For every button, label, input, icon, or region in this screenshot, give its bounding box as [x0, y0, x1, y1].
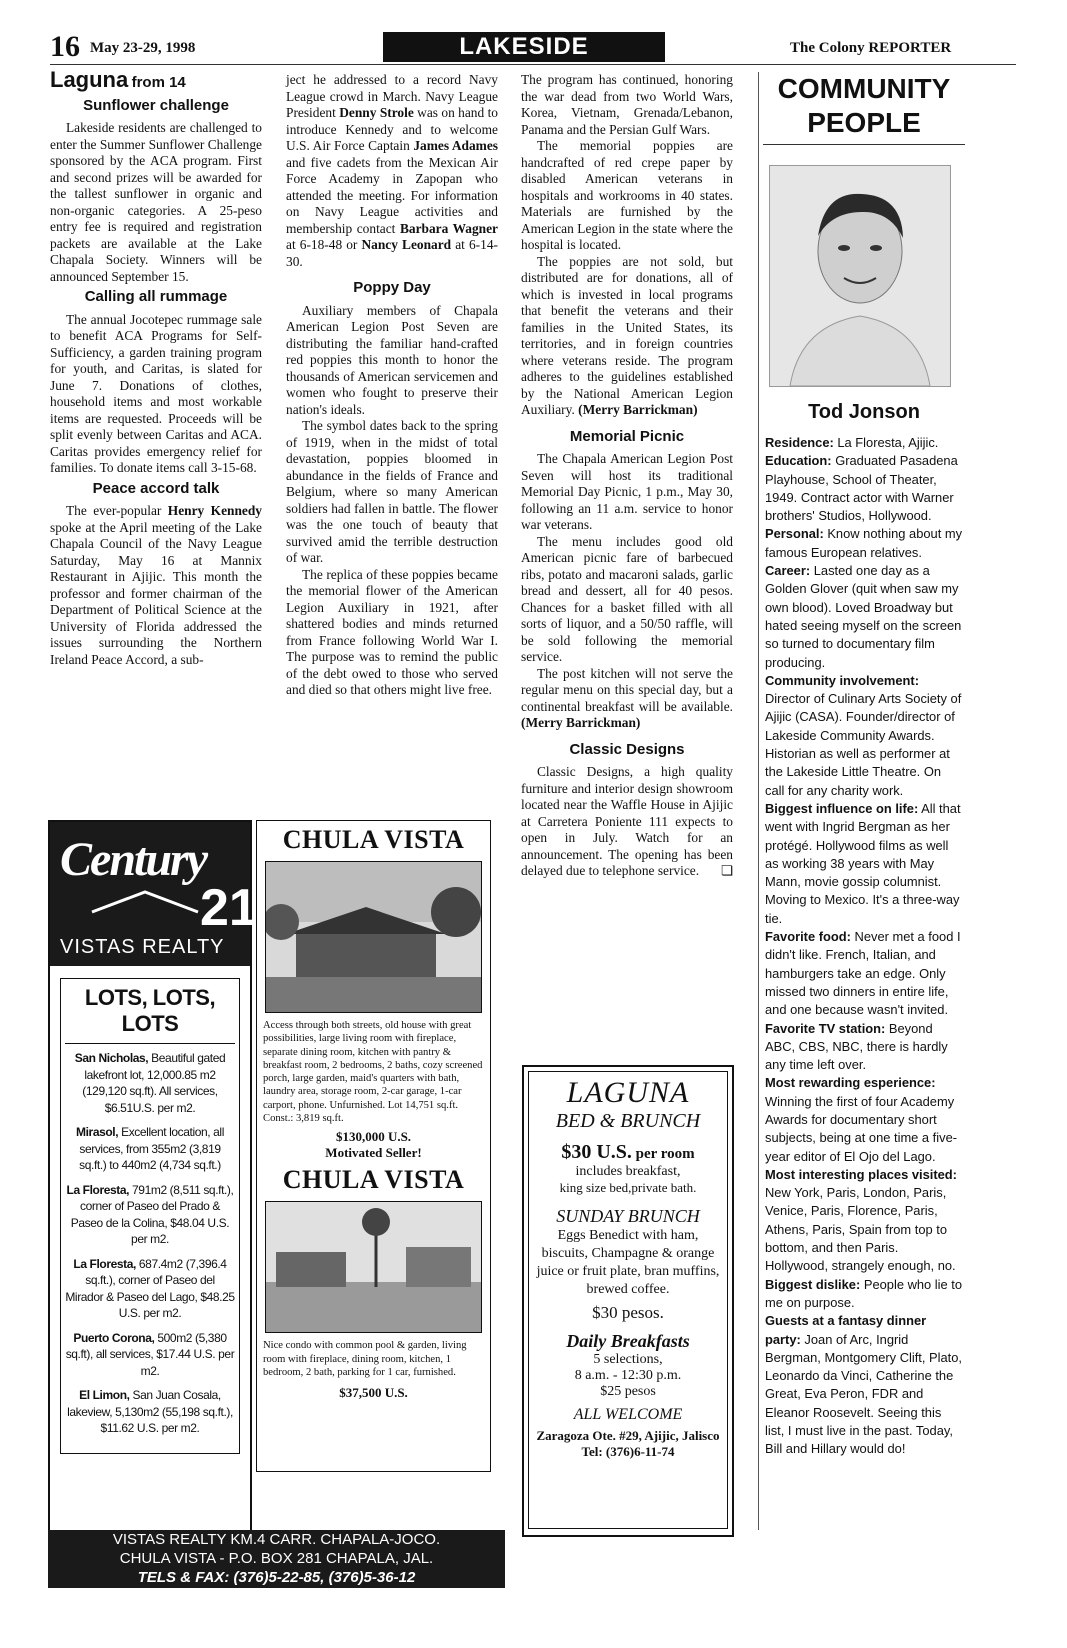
profile-label: Education: [765, 453, 832, 469]
paragraph-picnic-1: The Chapala American Legion Post Seven will host its traditional Memorial Day Picnic, 1 p.m., May 30, following an 11 a.m. service to honor war veterans. [521, 451, 733, 532]
paragraph-picnic-3 [521, 666, 733, 732]
end-mark-icon: ❏ [720, 863, 733, 878]
laguna-subtitle: BED & BRUNCH [555, 1110, 701, 1132]
portrait-photo [769, 165, 951, 387]
text: Classic Designs, a high quality furniture and interior design showroom located near the Waffle House in Ajijic at Carretera Poniente 111 expects to open in July. Watch for an announcement. The opening has been delayed due to telephone service. [521, 764, 733, 878]
lot-desc: Excellent location, all services, from 355m2 (3,819 sq.ft.) to 440m2 (4,734 sq.ft.) [79, 1125, 224, 1172]
person-name: Henry Kennedy [167, 503, 262, 518]
laguna-ad [522, 1065, 734, 1537]
profile-name: Tod Jonson [808, 401, 920, 423]
publication-name: The Colony REPORTER [790, 40, 952, 56]
realty-footer [48, 1530, 505, 1588]
lot-listing [65, 1387, 235, 1437]
condo-photo-image [266, 1202, 481, 1332]
profile-label: Favorite TV station: [765, 1020, 886, 1036]
text: spoke at the April meeting of the Lake Chapala Council of the Navy League Saturday, May 16 at Mannix Restaurant in Ajijic. This month the professor and former chairman of the Department of Political Science at the University of Florida addressed the issues surrounding the Northern Ireland Peace Accord, a sub- [50, 519, 262, 667]
subhead-rummage: Calling all rummage [84, 288, 228, 305]
house-photo-image [266, 862, 481, 1012]
profile-text: Winning the first of four Academy Awards for documentary short subjects, being at one time a five-year editor of El Ojo del Lago. [765, 1093, 958, 1164]
chula-vista-ad [256, 820, 491, 1472]
paragraph-poppy-3: The replica of these poppies became the memorial flower of the American Legion Auxiliary in 1921, after shattered bodies and minds returned from France following World War I. The purpose was to remind the public of the debt owed to those who served and died so that others might live free. [286, 566, 498, 697]
profile-text: Beyond ABC, CBS, NBC, there is hardly any time left over. [765, 1020, 948, 1073]
profile-item [765, 1166, 963, 1276]
profile-label: Personal: [765, 526, 824, 542]
profile-label: Community involvement: [765, 672, 919, 688]
condo-description: Nice condo with common pool & garden, living room with fireplace, dining room, kitchen, 1 bedroom, 2 bath, parking for 1 car, furnished. [263, 1340, 467, 1378]
breakfast-hours: 8 a.m. - 12:30 p.m. [574, 1368, 682, 1383]
text: at 6-18-48 or [286, 237, 362, 252]
text: The poppies are not sold, but distributed are for donations, all of which is invested in local programs that benefit the veterans and their families in the United States, its territories, and in foreign countries where veterans reside. The program adheres to the guidelines established by the National American Legion Auxiliary. [521, 253, 733, 417]
issue-date: May 23-29, 1998 [90, 40, 196, 56]
price-unit: per room [631, 1146, 695, 1162]
subhead-poppy: Poppy Day [353, 279, 431, 296]
paragraph-rummage: The annual Jocotepec rummage sale to benefit ACA Programs for Self-Sufficiency, a garden training program for youth, and Caritas, is slated for June 7. Donations of clothes, household items and most workable items are requested. Proceeds will be split evenly between Caritas and ACA. Caritas provides emergency relief for families. To donate items call 3-15-68. [50, 311, 262, 475]
footer-line-3: TELS & FAX: (376)5-22-85, (376)5-36-12 [137, 1569, 416, 1586]
byline: (Merry Barrickman) [578, 402, 698, 417]
daily-breakfasts: Daily Breakfasts [566, 1331, 690, 1351]
profile-label: Favorite food: [765, 929, 851, 945]
house-description: Access through both streets, old house with great possibilities, large living room with fireplace, separate dining room, kitchen with pantry & breakfast room, 2 bedrooms, 2 baths, cozy screened porch, large garden, maid's quarters with bath, laundry area, storage room, 2-car garage, 1-car carport, phone. Unfurnished. Lot 14,751 sq.ft. Const.: 3,819 sq.ft. [263, 1020, 483, 1125]
profile-text: Never met a food I didn't like. French, Italian, and hamburgers take an edge. Only missed two dinners in entire life, and one because wasn't invited. [765, 929, 961, 1018]
lot-listing [65, 1182, 235, 1248]
profile-item [765, 1312, 963, 1458]
profile-item [765, 434, 963, 452]
sunday-brunch: SUNDAY BRUNCH [556, 1206, 700, 1226]
paragraph-designs [521, 764, 733, 880]
profile-text: Know nothing about my famous European relatives. [765, 526, 963, 560]
profile-text: Lasted one day as a Golden Glover (quit when saw my own blood). Loved Broadway but hated seeing myself on the screen so turned to documentary film producing. [765, 563, 962, 670]
subhead-sunflower: Sunflower challenge [83, 96, 229, 114]
profile-label: Biggest dislike: [765, 1276, 861, 1292]
text: was on hand to introduce Kennedy and to welcome U.S. Air Force Captain [286, 105, 498, 153]
page-number: 16 [50, 30, 80, 63]
profile-label: Biggest influence on life: [765, 800, 919, 816]
profile-text: Director of Culinary Arts Society of Ajijic (CASA). Founder/director of Lakeside Community Awards. Historian as well as performer at the Lakeside Little Theatre. On call for any charity work. [765, 691, 962, 798]
house-roof-icon [90, 888, 200, 918]
column-2 [286, 72, 498, 699]
paragraph-peace [50, 503, 262, 668]
profile-item [765, 672, 963, 800]
house-price: $130,000 U.S. [335, 1129, 412, 1145]
subhead-picnic: Memorial Picnic [569, 427, 685, 445]
profile-item [765, 800, 963, 928]
includes-line: includes breakfast, [575, 1164, 681, 1179]
condo-photo [265, 1201, 482, 1333]
paragraph-poppy-2: The symbol dates back to the spring of 1919, when in the midst of total devastation, poppies bloomed in abundance in the fields of France and Belgium, where so many American soldiers had fallen in battle. The flower was the one touch of beauty that survived amid the terrible destruction of war. [286, 418, 498, 565]
paragraph-navy-league [286, 72, 498, 270]
profile-label: Career: [765, 563, 811, 579]
chula-vista-heading-2: CHULA VISTA [282, 1165, 465, 1195]
lot-listing [65, 1050, 235, 1116]
profile-item [765, 928, 963, 1019]
lot-desc: Beautiful gated lakefront lot, 12,000.85 m2 (129,120 sq.ft). All services, $6.51U.S. per m2. [82, 1051, 226, 1115]
profile-label: Most interesting places visited: [765, 1166, 957, 1182]
person-name: Barbara Wagner [399, 220, 498, 236]
text: and five cadets from the Mexican Air Force Academy in Zapopan who attended the meeting. For information on Navy League activities and membership contact [286, 154, 498, 236]
person-name: Nancy Leonard [361, 237, 452, 252]
lot-listing [65, 1124, 235, 1174]
footer-line-1: VISTAS REALTY KM.4 CARR. CHAPALA-JOCO. [112, 1531, 441, 1548]
paragraph-poppy-1: Auxiliary members of Chapala American Legion Post Seven are distributing the familiar hand-crafted red poppies this month to honor the thousands of American servicemen and women who fought to preserve their nation's ideals. [286, 302, 498, 417]
profile-details [759, 434, 969, 1459]
brunch-price: $30 pesos. [592, 1303, 664, 1322]
lot-name: El Limon, [79, 1388, 130, 1402]
lot-desc: 791m2 (8,511 sq.ft.), corner of Paseo del Prado & Paseo de la Colina, $48.04 U.S. per m2. [70, 1182, 234, 1246]
profile-item [765, 525, 963, 562]
chula-vista-heading: CHULA VISTA [282, 825, 465, 854]
footer-line-2: CHULA VISTA - P.O. BOX 281 CHAPALA, JAL. [119, 1550, 434, 1567]
lots-heading: LOTS, LOTS, LOTS [65, 983, 235, 1044]
person-name: Denny Strole [339, 105, 414, 120]
text: The ever-popular [66, 503, 168, 518]
community-people-column [758, 72, 969, 1530]
century21-logo: Century [60, 833, 207, 886]
lot-name: La Floresta, [73, 1256, 136, 1271]
lot-desc: San Juan Cosala, lakeview, 5,130m2 (55,198 sq.ft.), $11.62 U.S. per m2. [67, 1388, 233, 1435]
lot-name: San Nicholas, [74, 1051, 149, 1065]
paragraph-picnic-2: The menu includes good old American picnic fare of barbecued ribs, potato and macaroni salads, garlic bread and dessert, all for 40 pesos. Chances for a basket filled with all sorts of liquor, and a 50/50 raffle, will be sold following the memorial service. [521, 533, 733, 664]
lot-desc: 687.4m2 (7,396.4 sq.ft.), corner of Paseo del Mirador & Paseo del Lago, $48.25 U.S. per m2. [65, 1256, 235, 1320]
lot-desc: 500m2 (5,380 sq.ft), all services, $17.44 U.S. per m2. [65, 1330, 235, 1378]
brunch-menu: Eggs Benedict with ham, biscuits, Champagne & orange juice or fruit plate, bran muffins, brewed coffee. [536, 1228, 720, 1297]
headline-main: Laguna [50, 67, 129, 92]
text: The post kitchen will not serve the regular menu on this special day, but a continental breakfast will be available. [521, 665, 733, 714]
paragraph-handcrafted: The memorial poppies are handcrafted of red crepe paper by disabled American veterans in hospitals and workrooms in 40 states. Materials are furnished by the American Legion in the state where the hospital is located. [521, 138, 733, 252]
condo-price: $37,500 U.S. [339, 1385, 408, 1401]
text: at 6-14-30. [286, 237, 498, 269]
lot-name: Puerto Corona, [73, 1330, 155, 1345]
profile-item [765, 562, 963, 672]
century21-banner [50, 822, 258, 966]
paragraph-donations [521, 254, 733, 419]
lot-listing [65, 1330, 235, 1380]
portrait-image [770, 166, 950, 386]
community-heading: COMMUNITY PEOPLE [763, 72, 965, 145]
profile-label: Guests at a fantasy dinner party: [765, 1313, 927, 1347]
headline-jump: from 14 [131, 74, 186, 91]
profile-text: All that went with Ingrid Bergman as her protégé. Hollywood films as well as working 38 years with May Mann, movie gossip columnist. Moving to Mexico. It's a three-way tie. [765, 800, 961, 926]
profile-item [765, 1020, 963, 1075]
header-rule [50, 64, 1016, 65]
lot-name: Mirasol, [76, 1125, 119, 1139]
lot-name: La Floresta, [66, 1182, 130, 1197]
byline: (Merry Barrickman) [521, 715, 641, 730]
person-name: James Adames [413, 138, 498, 153]
profile-text: La Floresta, Ajijic. [833, 435, 939, 450]
subhead-designs: Classic Designs [569, 740, 685, 758]
profile-item [765, 1276, 963, 1313]
century21-ad [48, 820, 258, 1534]
subhead-peace: Peace accord talk [92, 479, 220, 497]
text: ject he addressed to a record Navy League crowd in March. Navy League President [286, 72, 498, 120]
profile-label: Residence: [765, 435, 834, 450]
profile-label: Most rewarding esperience: [765, 1075, 936, 1091]
profile-item [765, 452, 963, 525]
paragraph-sunflower: Lakeside residents are challenged to enter the Summer Sunflower Challenge sponsored by the ACA program. First and second prizes will be awarded for the tallest sunflower in organic and non-organic categories. A 25-peso entry fee is required and registration packets are available at the Lake Chapala Society. Winners will be announced September 15. [50, 120, 262, 284]
all-welcome: ALL WELCOME [573, 1406, 683, 1423]
century21-number: 21 [200, 879, 258, 937]
continued-headline [50, 67, 262, 92]
column-3 [521, 72, 733, 880]
room-price [529, 1141, 727, 1164]
lots-listing-box [60, 978, 240, 1454]
selections: 5 selections, [593, 1352, 663, 1367]
profile-text: New York, Paris, London, Paris, Venice, Paris, Florence, Paris, Athens, Paris, Spain from top to bottom, and then Paris. Hollywood, strangely enough, no. [765, 1185, 956, 1274]
profile-item [765, 1074, 963, 1165]
motivated-seller: Motivated Seller! [325, 1145, 422, 1161]
price-amount: $30 U.S. [561, 1141, 632, 1163]
column-1 [50, 67, 262, 668]
profile-text: Graduated Pasadena Playhouse, School of Theater, 1949. Contract actor with Warner brothers' Studios, Hollywood. [765, 453, 958, 524]
section-banner: LAKESIDE [383, 32, 665, 62]
breakfast-price: $25 pesos [600, 1384, 656, 1399]
house-photo [265, 861, 482, 1013]
laguna-title: LAGUNA [566, 1076, 690, 1109]
laguna-ad-inner [528, 1071, 728, 1529]
paragraph-program: The program has continued, honoring the war dead from two World Wars, Korea, Vietnam, Grenada/Lebanon, Panama and the Persian Gulf Wars. [521, 72, 733, 137]
lot-listing [65, 1256, 235, 1322]
bed-line: king size bed,private bath. [559, 1180, 697, 1195]
laguna-address: Zaragoza Ote. #29, Ajijic, Jalisco Tel: (376)6-11-74 [536, 1428, 720, 1459]
century21-brand: VISTAS REALTY [60, 936, 225, 958]
profile-text: People who lie to me on purpose. [765, 1276, 963, 1310]
profile-text: Joan of Arc, Ingrid Bergman, Montgomery Clift, Plato, Leonardo da Vinci, Catherine the Great, Eva Peron, FDR and Eleanor Roosevelt. Seeing this list, I must live in the past. Today, Bill and Hillary would do! [765, 1331, 963, 1457]
